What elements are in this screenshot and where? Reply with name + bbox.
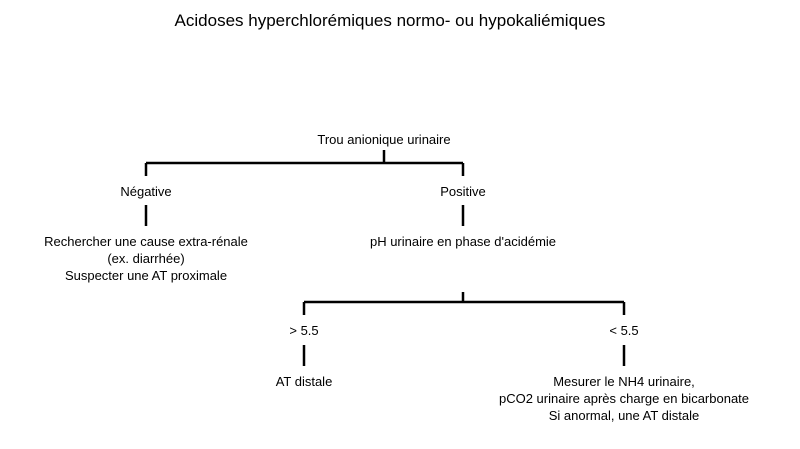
- node-gt-5-5: > 5.5: [289, 323, 319, 338]
- node-extra-renal: [44, 233, 248, 284]
- node-at-distale: AT distale: [275, 374, 333, 389]
- node-ph-urinaire: pH urinaire en phase d'acidémie: [369, 234, 557, 249]
- diagram-title: Acidoses hyperchlorémiques normo- ou hypokaliémiques: [174, 11, 606, 30]
- node-nh4-line1: Mesurer le NH4 urinaire,: [553, 374, 695, 389]
- node-positive: Positive: [440, 184, 486, 199]
- node-extra-renal-line3: Suspecter une AT proximale: [64, 268, 228, 283]
- node-lt-5-5: < 5.5: [609, 323, 639, 338]
- node-trou-anionique: Trou anionique urinaire: [317, 132, 451, 147]
- node-negative: Négative: [120, 184, 172, 199]
- node-nh4-line2: pCO2 urinaire après charge en bicarbonate: [498, 391, 750, 406]
- node-extra-renal-line2: (ex. diarrhée): [107, 251, 185, 266]
- node-nh4-line3: Si anormal, une AT distale: [548, 408, 700, 423]
- node-nh4: [499, 373, 749, 424]
- node-extra-renal-line1: Rechercher une cause extra-rénale: [44, 234, 248, 249]
